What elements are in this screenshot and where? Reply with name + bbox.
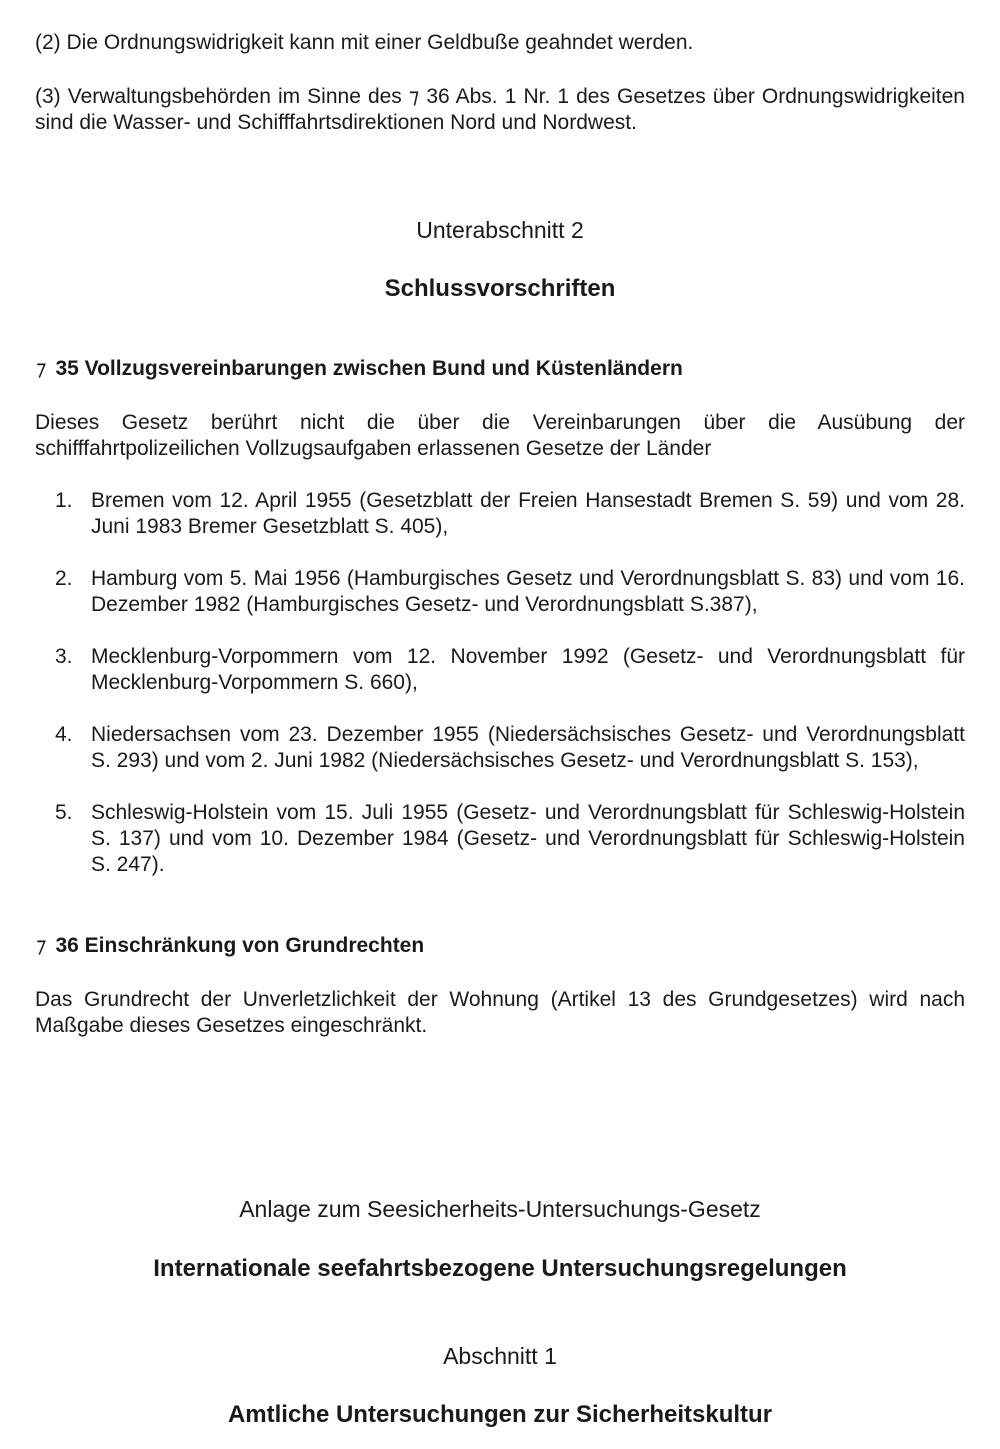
section-36-heading-text: 36 Einschränkung von Grundrechten (55, 934, 425, 957)
list-item-number: 3. (55, 645, 73, 668)
list-item-text: Niedersachsen vom 23. Dezember 1955 (Niedersächsisches Gesetz- und Verordnungsblatt S. 293) und vom 2. Juni 1982 (Niedersächsisches Gesetz- und Verordnungsblatt S. 153), (91, 723, 965, 772)
section-sign: ⁊ (35, 934, 46, 957)
section-36-heading (35, 933, 965, 959)
section-35-intro: Dieses Gesetz berührt nicht die über die Vereinbarungen über die Ausübung der schifffahrtpolizeilichen Vollzugsaufgaben erlassenen Gesetze der Länder (35, 411, 965, 460)
state-law-list (35, 488, 965, 904)
list-item (35, 566, 965, 618)
list-item-number: 5. (55, 801, 73, 824)
document-page (35, 0, 965, 1449)
list-item-text: Bremen vom 12. April 1955 (Gesetzblatt der Freien Hansestadt Bremen S. 59) und vom 28. Juni 1983 Bremer Gesetzblatt S. 405), (91, 489, 965, 538)
subsection-title: Schlussvorschriften (384, 275, 616, 302)
list-item (35, 722, 965, 774)
list-item-text: Hamburg vom 5. Mai 1956 (Hamburgisches Gesetz und Verordnungsblatt S. 83) und vom 16. Dezember 1982 (Hamburgisches Gesetz- und Verordnungsblatt S.387), (91, 567, 965, 616)
list-item (35, 488, 965, 540)
annex-title: Internationale seefahrtsbezogene Untersuchungsregelungen (153, 1255, 847, 1282)
section-label: Abschnitt 1 (443, 1343, 557, 1369)
list-item (35, 800, 965, 878)
paragraph-3: (3) Verwaltungsbehörden im Sinne des ⁊ 36 Abs. 1 Nr. 1 des Gesetzes über Ordnungswidrigkeiten sind die Wasser- und Schifffahrtsdirektionen Nord und Nordwest. (35, 85, 965, 134)
section-sign: ⁊ (35, 357, 46, 380)
section-35-heading-text: 35 Vollzugsvereinbarungen zwischen Bund und Küstenländern (55, 357, 683, 380)
section-36-text: Das Grundrecht der Unverletzlichkeit der Wohnung (Artikel 13 des Grundgesetzes) wird nach Maßgabe dieses Gesetzes eingeschränkt. (35, 988, 965, 1037)
list-item-number: 2. (55, 567, 73, 590)
list-item (35, 644, 965, 696)
list-item-text: Schleswig-Holstein vom 15. Juli 1955 (Gesetz- und Verordnungsblatt für Schleswig-Holstein S. 137) und vom 10. Dezember 1984 (Gesetz- und Verordnungsblatt für Schleswig-Holstein S. 247). (91, 801, 965, 876)
section-35-heading (35, 356, 965, 382)
list-item-number: 4. (55, 723, 73, 746)
section-title: Amtliche Untersuchungen zur Sicherheitskultur (227, 1401, 773, 1428)
paragraph-2: (2) Die Ordnungswidrigkeit kann mit einer Geldbuße geahndet werden. (35, 31, 694, 54)
subsection-label: Unterabschnitt 2 (416, 217, 584, 243)
list-item-number: 1. (55, 489, 73, 512)
list-item-text: Mecklenburg-Vorpommern vom 12. November 1992 (Gesetz- und Verordnungsblatt für Mecklenburg-Vorpommern S. 660), (91, 645, 965, 694)
annex-label: Anlage zum Seesicherheits-Untersuchungs-Gesetz (239, 1196, 761, 1222)
